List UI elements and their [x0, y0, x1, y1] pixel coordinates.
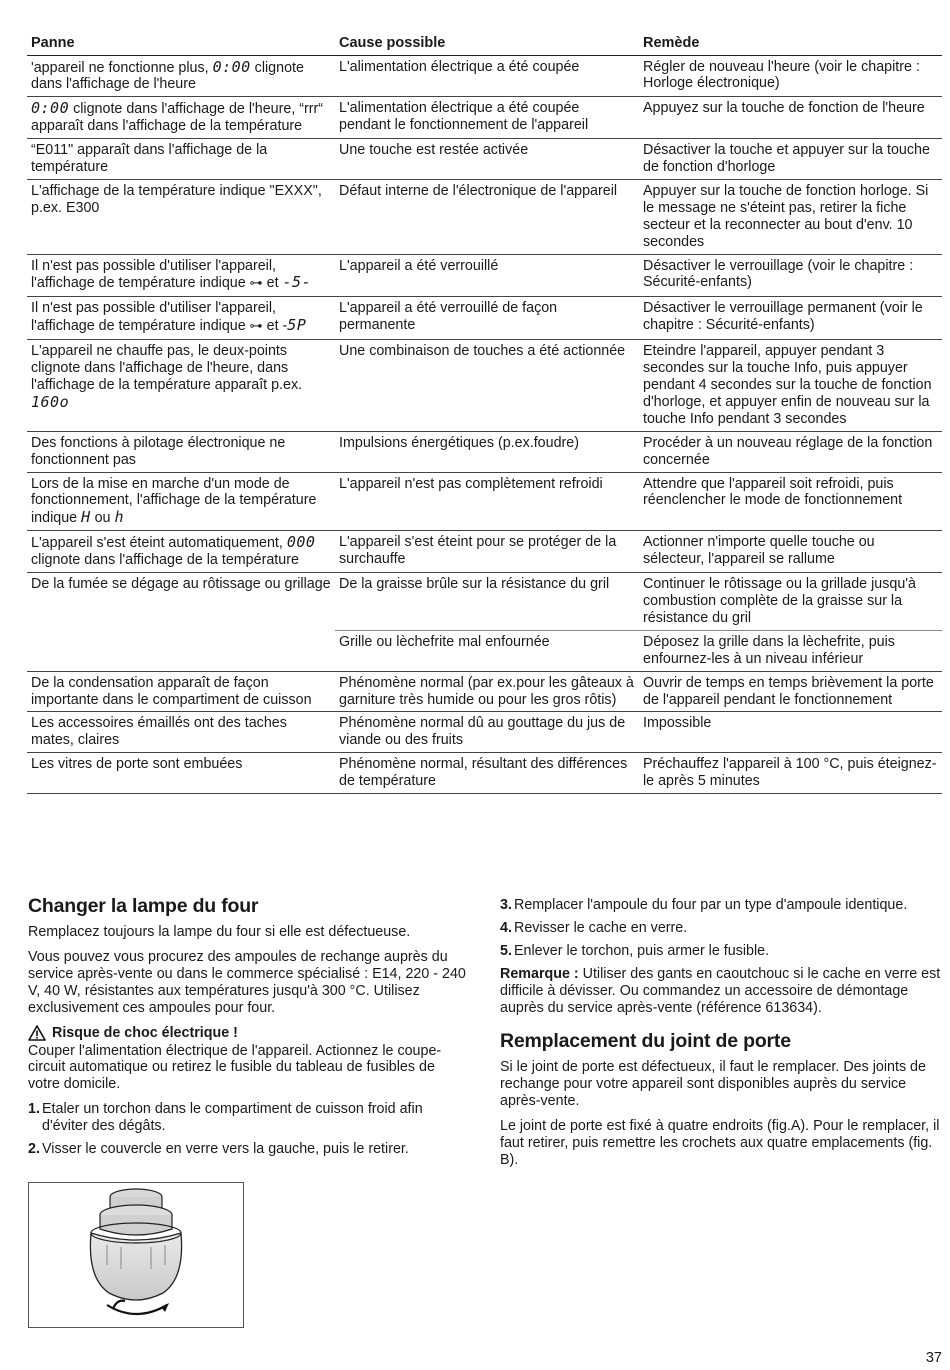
- panne-text: clignote dans l'affichage de l'heure, “rrr“ apparaît dans l'affichage de la température: [31, 101, 324, 135]
- panne-text: Des fonctions à pilotage électronique ne fonctionnent pas: [31, 434, 286, 468]
- table-row: [27, 671, 942, 712]
- cell-cause: Impulsions énergétiques (p.ex.foudre): [335, 431, 639, 472]
- table-row: [27, 179, 942, 254]
- lamp-section: [28, 895, 470, 1164]
- panne-text: L'affichage de la température indique "EXXX", p.ex. E300: [31, 182, 322, 216]
- display-segment: 0:00: [31, 99, 70, 118]
- cell-remede: Attendre que l'appareil soit refroidi, puis réenclencher le mode de fonctionnement: [639, 472, 942, 531]
- cell-remede: Procéder à un nouveau réglage de la fonction concernée: [639, 431, 942, 472]
- panne-text: Les accessoires émaillés ont des taches mates, claires: [31, 715, 287, 749]
- header-remede: Remède: [639, 29, 942, 55]
- lamp-illustration: [28, 1182, 244, 1328]
- cell-cause: Défaut interne de l'électronique de l'appareil: [335, 179, 639, 254]
- troubleshooting-table: [27, 29, 942, 794]
- lamp-steps-left: [28, 1101, 470, 1158]
- joint-title: Remplacement du joint de porte: [500, 1030, 791, 1053]
- display-segment: 5P: [287, 316, 307, 335]
- right-column: [500, 897, 945, 1177]
- table-header-row: [27, 29, 942, 55]
- panne-text: L'appareil ne chauffe pas, le deux-points clignote dans l'affichage de l'heure, dans l'affichage de la température apparaît p.ex.: [31, 343, 303, 393]
- panne-text: et -: [262, 318, 288, 335]
- joint-detail: Le joint de porte est fixé à quatre endroits (fig.A). Pour le remplacer, il faut retirer, puis remettre les crochets aux quatre emplacements (fig. B).: [500, 1118, 940, 1168]
- table-row: [27, 531, 942, 573]
- remark: [500, 966, 945, 1017]
- table-row: [27, 472, 942, 531]
- cell-remede: Ouvrir de temps en temps brièvement la porte de l'appareil pendant le fonctionnement: [639, 671, 942, 712]
- cell-cause: L'appareil a été verrouillé: [335, 254, 639, 297]
- cell-panne: [27, 297, 335, 340]
- cell-cause: Une touche est restée activée: [335, 139, 639, 180]
- cell-cause: L'appareil s'est éteint pour se protéger de la surchauffe: [335, 531, 639, 573]
- display-segment: H: [81, 508, 91, 527]
- cell-cause: Une combinaison de touches a été actionnée: [335, 340, 639, 432]
- panne-text: De la fumée se dégage au rôtissage ou grillage: [31, 576, 331, 593]
- panne-text: clignote dans l'affichage de l'heure: [31, 59, 304, 93]
- table-row: [27, 297, 942, 340]
- cell-remede: Impossible: [639, 712, 942, 753]
- cell-remede: Déposez la grille dans la lèchefrite, puis enfournez-les à un niveau inférieur: [639, 630, 942, 671]
- header-cause: Cause possible: [335, 29, 639, 55]
- cell-remede: Désactiver le verrouillage (voir le chapitre : Sécurité-enfants): [639, 254, 942, 297]
- cell-panne: [27, 139, 335, 180]
- lock-key-icon: ⊶: [249, 276, 263, 292]
- panne-text: Lors de la mise en marche d'un mode de fonctionnement, l'affichage de la température indique: [31, 475, 317, 527]
- joint-intro: Si le joint de porte est défectueux, il faut le remplacer. Des joints de rechange pour votre appareil sont disponibles auprès du service après-vente.: [500, 1059, 926, 1110]
- panne-text: ou: [90, 510, 115, 527]
- header-panne: Panne: [27, 29, 335, 55]
- cell-cause: L'appareil n'est pas complètement refroidi: [335, 472, 639, 531]
- display-segment: h: [114, 508, 125, 527]
- cell-panne: [27, 753, 335, 794]
- cell-cause: Phénomène normal, résultant des différences de température: [335, 753, 639, 794]
- cell-remede: Désactiver le verrouillage permanent (voir le chapitre : Sécurité-enfants): [639, 297, 942, 340]
- table-row: [27, 753, 942, 794]
- cell-panne: [27, 254, 335, 297]
- panne-text: 'appareil ne fonctionne plus,: [31, 59, 213, 76]
- lamp-spec: Vous pouvez vous procurez des ampoules de rechange auprès du service après-vente ou dans le commerce spécialisé : E14, 220 - 240 V, 40 W, résistantes aux températures jusqu'à 300 °C. Utilisez exclusivement ces ampoules pour four.: [28, 948, 466, 1016]
- lamp-title: Changer la lampe du four: [28, 895, 259, 917]
- lamp-steps-right: [500, 897, 945, 960]
- panne-text: Il n'est pas possible d'utiliser l'appareil, l'affichage de température indique: [31, 257, 277, 292]
- cell-remede: Eteindre l'appareil, appuyer pendant 3 secondes sur la touche Info, puis appuyer pendant 4 secondes sur la touche de fonction d'horloge, et appuyer enfin de nouveau sur la touche Info pendant 3 secondes: [639, 340, 942, 432]
- step-item: 2. Visser le couvercle en verre vers la gauche, puis le retirer.: [28, 1141, 409, 1158]
- remark-text: Utiliser des gants en caoutchouc si le cache en verre est difficile à dévisser. Ou commandez un accessoire de démontage auprès du service après-vente (référence 613634).: [500, 965, 941, 1016]
- step-item: 3. Remplacer l'ampoule du four par un type d'ampoule identique.: [500, 897, 908, 913]
- cell-panne: [27, 573, 335, 672]
- cell-cause: Phénomène normal dû au gouttage du jus de viande ou des fruits: [335, 712, 639, 753]
- cell-cause: De la graisse brûle sur la résistance du gril: [335, 573, 639, 631]
- cell-cause: L'alimentation électrique a été coupée pendant le fonctionnement de l'appareil: [335, 97, 639, 139]
- cell-panne: [27, 671, 335, 712]
- remark-label: Remarque :: [500, 965, 579, 982]
- cell-cause: Grille ou lèchefrite mal enfournée: [335, 630, 639, 671]
- table-row: [27, 139, 942, 180]
- warning-triangle-icon: [28, 1025, 46, 1041]
- cell-remede: Appuyez sur la touche de fonction de l'heure: [639, 97, 942, 139]
- panne-text: Les vitres de porte sont embuées: [31, 756, 243, 773]
- display-segment: -5-: [282, 273, 312, 292]
- cell-panne: [27, 531, 335, 573]
- cell-panne: [27, 179, 335, 254]
- page-number: 37: [925, 1350, 942, 1366]
- cell-remede: Désactiver la touche et appuyer sur la touche de fonction d'horloge: [639, 139, 942, 180]
- step-item: 1. Etaler un torchon dans le compartiment de cuisson froid afin d'éviter des dégâts.: [28, 1101, 423, 1135]
- cell-cause: L'alimentation électrique a été coupée: [335, 55, 639, 97]
- cell-cause: L'appareil a été verrouillé de façon permanente: [335, 297, 639, 340]
- panne-text: “E011" apparaît dans l'affichage de la température: [31, 142, 268, 176]
- cell-cause: Phénomène normal (par ex.pour les gâteaux à garniture très humide ou pour les gros rôtis): [335, 671, 639, 712]
- step-item: 4. Revisser le cache en verre.: [500, 919, 688, 936]
- display-segment: 000: [286, 533, 316, 552]
- panne-text: clignote dans l'affichage de la température: [31, 552, 299, 569]
- table-row: [27, 431, 942, 472]
- cell-panne: [27, 55, 335, 97]
- panne-text: et: [262, 275, 283, 292]
- lamp-intro: Remplacez toujours la lampe du four si elle est défectueuse.: [28, 924, 411, 940]
- panne-text: L'appareil s'est éteint automatiquement,: [31, 535, 287, 552]
- cell-remede: Actionner n'importe quelle touche ou sélecteur, l'appareil se rallume: [639, 531, 942, 573]
- step-item: 5. Enlever le torchon, puis armer le fusible.: [500, 942, 770, 959]
- display-segment: 160o: [31, 392, 70, 411]
- table-row: [27, 712, 942, 753]
- cell-remede: Appuyer sur la touche de fonction horloge. Si le message ne s'éteint pas, retirer la fiche secteur et la reconnecter au bout d'env. 10 secondes: [639, 179, 942, 254]
- table-row: [27, 55, 942, 97]
- panne-text: De la condensation apparaît de façon importante dans le compartiment de cuisson: [31, 674, 312, 708]
- lock-key-icon: ⊶: [249, 319, 263, 335]
- warning-text: Couper l'alimentation électrique de l'appareil. Actionnez le coupe-circuit automatique ou retirez le fusible du tableau de fusibles de votre domicile.: [28, 1042, 442, 1093]
- cell-panne: [27, 97, 335, 139]
- warning-heading: [28, 1025, 470, 1041]
- table-row: [27, 97, 942, 139]
- panne-text: Il n'est pas possible d'utiliser l'appareil, l'affichage de température indique: [31, 300, 277, 335]
- lamp-cover-image: [29, 1183, 243, 1327]
- table-row: [27, 254, 942, 297]
- cell-remede: Préchauffez l'appareil à 100 °C, puis éteignez-le après 5 minutes: [639, 753, 942, 794]
- cell-panne: [27, 340, 335, 432]
- display-segment: 0:00: [212, 57, 251, 76]
- warning-title: Risque de choc électrique !: [52, 1024, 238, 1041]
- cell-remede: Régler de nouveau l'heure (voir le chapitre : Horloge électronique): [639, 55, 942, 97]
- cell-panne: [27, 472, 335, 531]
- cell-panne: [27, 712, 335, 753]
- table-row: [27, 340, 942, 432]
- cell-remede: Continuer le rôtissage ou la grillade jusqu'à combustion complète de la graisse sur la résistance du gril: [639, 573, 942, 631]
- cell-panne: [27, 431, 335, 472]
- table-row: [27, 573, 942, 631]
